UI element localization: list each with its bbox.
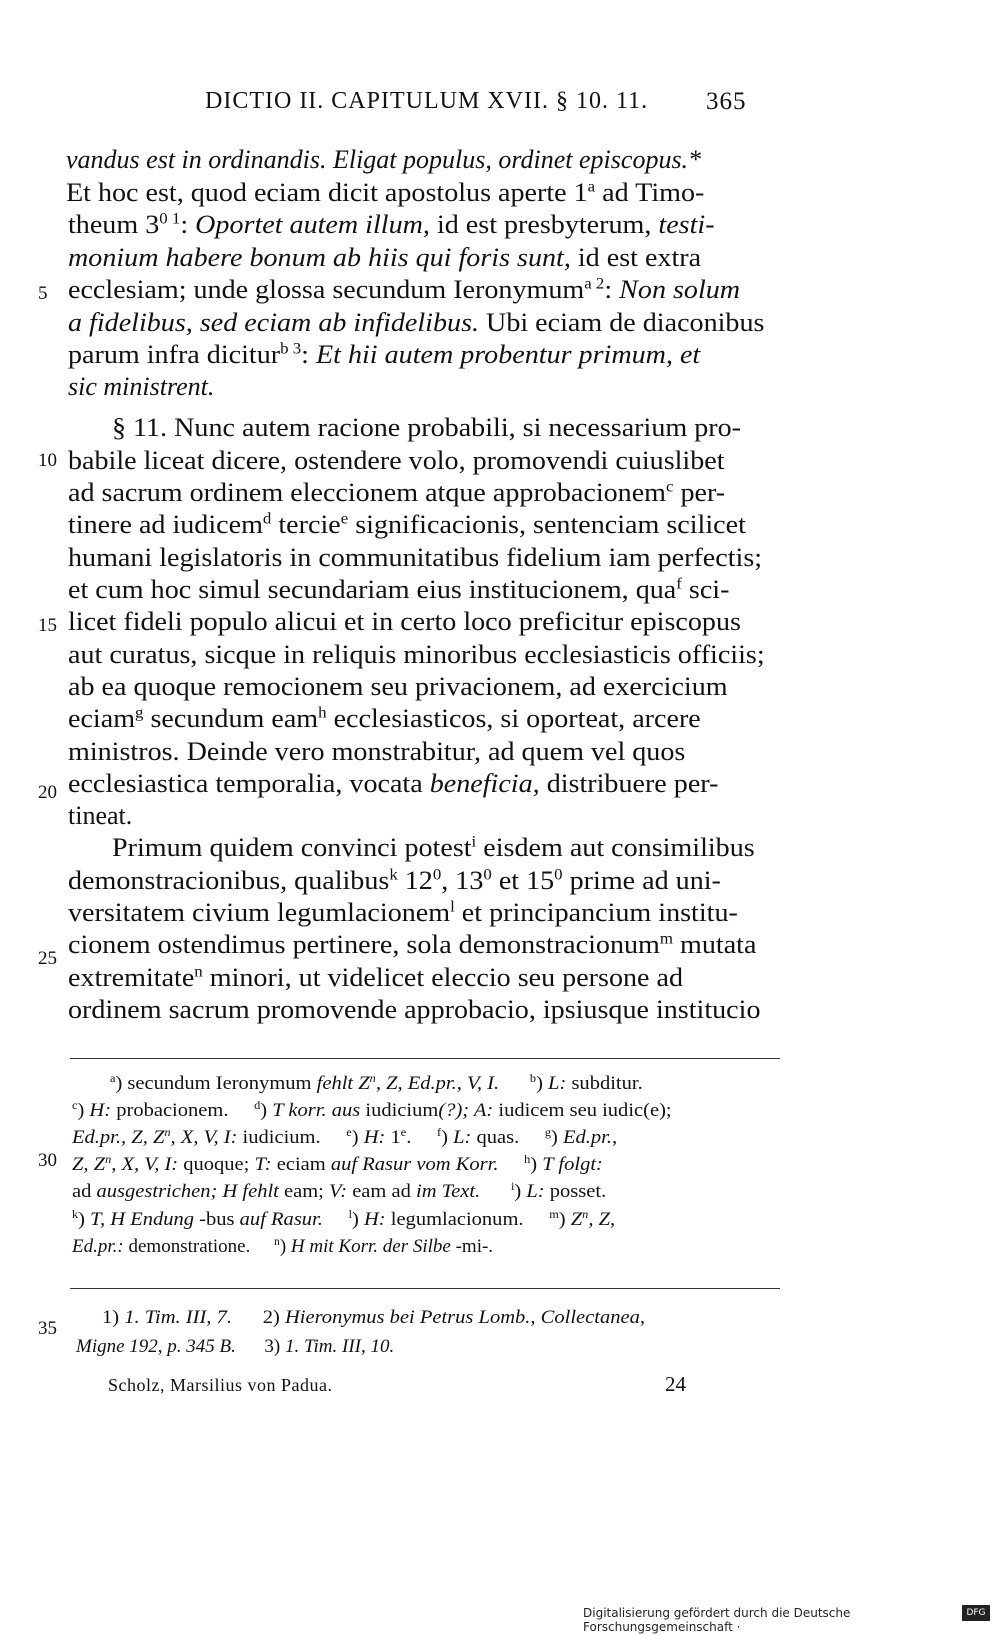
- apparatus-line: $^k$) T, H Endung -bus auf Rasur. $^l$) H: legumlacionum. $^m$) $Z^n$, Z,: [72, 1209, 616, 1230]
- source-note-line: 1) 1. Tim. III, 7. 2) Hieronymus bei Petrus Lomb., Collectanea,: [102, 1307, 645, 1328]
- body-line: ordinem sacrum promovende approbacio, ipsiusque institucio: [68, 995, 761, 1024]
- body-line: parum infra dicitur$^{b 3}$: Et hii autem probentur primum, et: [68, 340, 701, 369]
- apparatus-line: Ed.pr., Z, $Z^n$, X, V, I: iudicium. $^e$) H: 1e. $^f$) L: quas. $^g$) Ed.pr.,: [72, 1127, 618, 1148]
- body-line: ministros. Deinde vero monstrabitur, ad quem vel quos: [68, 737, 686, 766]
- body-line: a fidelibus, sed eciam ab infidelibus. Ubi eciam de diaconibus: [68, 308, 765, 337]
- line-number: 15: [38, 615, 57, 636]
- source-note-line: Migne 192, p. 345 B. 3) 1. Tim. III, 10.: [76, 1336, 395, 1357]
- body-line: eciam$^g$ secundum eam$^h$ ecclesiasticos, si oporteat, arcere: [68, 704, 701, 733]
- body-line: ecclesiam; unde glossa secundum Ieronymum$^{a 2}$: Non solum: [68, 275, 741, 304]
- line-number: 20: [38, 782, 57, 803]
- body-line: monium habere bonum ab hiis qui foris sunt, id est extra: [68, 243, 702, 272]
- body-line: licet fideli populo alicui et in certo loco preficitur episcopus: [68, 607, 741, 636]
- dfg-logo: DFG: [962, 1605, 990, 1621]
- body-line: humani legislatoris in communitatibus fidelium iam perfectis;: [68, 543, 763, 572]
- apparatus-line: ad ausgestrichen; H fehlt eam; V: eam ad im Text. $^i$) L: posset.: [72, 1181, 607, 1202]
- body-line: cionem ostendimus pertinere, sola demonstracionum$^m$ mutata: [68, 930, 757, 959]
- apparatus-line: Ed.pr.: demonstratione. $^n$) H mit Korr. der Silbe -mi-.: [72, 1236, 494, 1257]
- line-number: 30: [38, 1150, 57, 1171]
- apparatus-line: $^a$) secundum Ieronymum fehlt $Z^n$, Z, Ed.pr., V, I. $^b$) L: subditur.: [110, 1073, 643, 1094]
- body-line: ecclesiastica temporalia, vocata beneficia, distribuere per-: [68, 769, 719, 798]
- body-line: Primum quidem convinci potest$^i$ eisdem aut consimilibus: [112, 833, 755, 862]
- body-line: theum $3^{0 1}$: Oportet autem illum, id est presbyterum, testi-: [68, 210, 715, 239]
- page-number: 365: [706, 88, 747, 115]
- line-number: 35: [38, 1318, 57, 1339]
- body-line: tineat.: [68, 801, 133, 830]
- body-line: vandus est in ordinandis. Eligat populus, ordinet episcopus.*: [66, 145, 702, 174]
- running-header: DICTIO II. CAPITULUM XVII. § 10. 11.: [205, 88, 649, 114]
- body-line: sic ministrent.: [68, 372, 215, 401]
- body-line: tinere ad iudicem$^d$ tercie$^e$ significacionis, sentenciam scilicet: [68, 510, 746, 539]
- line-number: 10: [38, 450, 57, 471]
- apparatus-line: $^c$) H: probacionem. $^d$) T korr. aus iudicium(?); A: iudicem seu iudic(e);: [72, 1100, 672, 1121]
- footnote-divider: [70, 1058, 780, 1059]
- digitization-credit: Digitalisierung gefördert durch die Deutsche Forschungsgemeinschaft ·: [583, 1606, 851, 1634]
- body-line: aut curatus, sicque in reliquis minoribus ecclesiasticis officiis;: [68, 640, 765, 669]
- body-line: ad sacrum ordinem eleccionem atque approbacionem$^c$ per-: [68, 478, 726, 507]
- signature-author: Scholz, Marsilius von Padua.: [108, 1375, 333, 1395]
- body-line: babile liceat dicere, ostendere volo, promovendi cuiuslibet: [68, 446, 725, 475]
- body-line: versitatem civium legumlacionem$^l$ et principancium institu-: [68, 898, 738, 927]
- line-number: 25: [38, 948, 57, 969]
- body-line: § 11. Nunc autem racione probabili, si necessarium pro-: [112, 413, 742, 442]
- body-line: ab ea quoque remocionem seu privacionem, ad exercicium: [68, 672, 728, 701]
- body-line: et cum hoc simul secundariam eius institucionem, qua$^f$ sci-: [68, 575, 730, 604]
- body-line: extremitate$^n$ minori, ut videlicet eleccio seu persone ad: [68, 963, 684, 992]
- signature-sheet: 24: [665, 1372, 686, 1396]
- footnote-divider: [70, 1288, 780, 1289]
- body-line: demonstracionibus, qualibus$^k$ $12^0$, $13^0$ et $15^0$ prime ad uni-: [68, 866, 721, 895]
- line-number: 5: [38, 283, 48, 304]
- body-line: Et hoc est, quod eciam dicit apostolus aperte 1$^a$ ad Timo-: [66, 178, 705, 207]
- apparatus-line: Z, $Z^n$, X, V, I: quoque; T: eciam auf Rasur vom Korr. $^h$) T folgt:: [72, 1154, 603, 1175]
